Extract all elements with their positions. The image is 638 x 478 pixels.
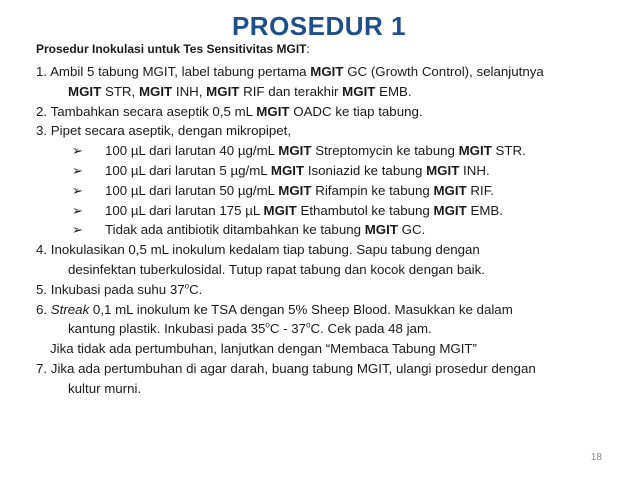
text: kantung plastik. Inkubasi pada 35 bbox=[68, 321, 266, 337]
text-bold: MGIT bbox=[138, 83, 173, 99]
superscript: o bbox=[184, 281, 190, 291]
text-bold: MGIT bbox=[426, 162, 460, 178]
page-title: PROSEDUR 1 bbox=[231, 11, 407, 41]
step-1-line-2 bbox=[36, 82, 626, 102]
text: Ambil 5 tabung MGIT, label tabung pertama bbox=[50, 64, 311, 79]
text: Jika ada pertumbuhan di agar darah, buang tabung MGIT, ulangi prosedur dengan bbox=[50, 360, 536, 376]
superscript: o bbox=[306, 320, 311, 330]
text: INH, bbox=[172, 83, 207, 99]
step-5 bbox=[36, 280, 626, 300]
arrow-bullet-icon: ➢ bbox=[72, 162, 83, 178]
superscript: o bbox=[265, 320, 270, 330]
text-bold: MGIT bbox=[263, 202, 297, 218]
text: STR. bbox=[491, 143, 526, 159]
step-number: 6. bbox=[36, 301, 48, 317]
step-number: 3. bbox=[36, 123, 48, 139]
bullet-item bbox=[36, 181, 626, 201]
subtitle-colon: : bbox=[306, 42, 310, 56]
text-bold: MGIT bbox=[458, 143, 492, 159]
subtitle bbox=[36, 42, 310, 56]
subtitle-text: Prosedur Inokulasi untuk Tes Sensitivitas MGIT bbox=[36, 42, 307, 56]
step-number: 4. bbox=[36, 242, 48, 258]
bullet-item bbox=[36, 220, 626, 240]
text: C. Cek pada 48 jam. bbox=[310, 321, 432, 337]
step-1-line-1 bbox=[36, 62, 626, 82]
note-line bbox=[36, 339, 626, 359]
text: Isoniazid ke tabung bbox=[304, 162, 427, 178]
bullet-item bbox=[36, 201, 626, 221]
text: Ethambutol ke tabung bbox=[296, 202, 434, 218]
text: EMB. bbox=[466, 202, 503, 218]
text: Inokulasikan 0,5 mL inokulum kedalam tiap tabung. Sapu tabung dengan bbox=[50, 242, 480, 258]
text: Tidak ada antibiotik ditambahkan ke tabung bbox=[105, 222, 365, 238]
text: Streptomycin ke tabung bbox=[311, 143, 459, 159]
text: desinfektan tuberkulosidal. Tutup rapat tabung dan kocok dengan baik. bbox=[68, 261, 485, 277]
step-6-line-1 bbox=[36, 300, 626, 320]
text: C - 37 bbox=[269, 321, 307, 337]
text-bold: MGIT bbox=[270, 162, 305, 178]
step-4-line-1 bbox=[36, 240, 626, 260]
step-4-line-2 bbox=[36, 260, 626, 280]
text-bold: MGIT bbox=[278, 182, 312, 198]
text: kultur murni. bbox=[68, 380, 142, 396]
bullet-item bbox=[36, 161, 626, 181]
text: OADC ke tiap tabung. bbox=[289, 103, 423, 119]
bullet-item bbox=[36, 141, 626, 161]
text: RIF. bbox=[466, 182, 495, 198]
text: GC (Growth Control), selanjutnya bbox=[343, 64, 544, 79]
text: Pipet secara aseptik, dengan mikropipet, bbox=[50, 123, 292, 139]
arrow-bullet-icon: ➢ bbox=[72, 143, 83, 159]
text-bold: MGIT bbox=[342, 83, 376, 99]
step-number: 7. bbox=[36, 360, 48, 376]
text-bold: MGIT bbox=[433, 182, 467, 198]
text-bold: MGIT bbox=[256, 103, 290, 119]
text: 100 µL dari larutan 175 µL bbox=[105, 202, 264, 218]
step-number: 5. bbox=[36, 281, 48, 297]
text-bold: MGIT bbox=[278, 143, 312, 159]
page-number: 18 bbox=[590, 452, 602, 463]
text: 100 µL dari larutan 5 µg/mL bbox=[105, 162, 271, 178]
text: EMB. bbox=[375, 83, 412, 99]
step-6-line-2 bbox=[36, 319, 626, 339]
text-italic: Streak bbox=[50, 301, 90, 317]
procedure-list bbox=[36, 62, 626, 399]
text-bold: MGIT bbox=[310, 64, 344, 79]
text: Jika tidak ada pertumbuhan, lanjutkan dengan “Membaca Tabung MGIT” bbox=[50, 341, 477, 357]
arrow-bullet-icon: ➢ bbox=[72, 202, 83, 218]
text: 0,1 mL inokulum ke TSA dengan 5% Sheep Blood. Masukkan ke dalam bbox=[89, 301, 513, 317]
step-2 bbox=[36, 102, 626, 122]
arrow-bullet-icon: ➢ bbox=[72, 182, 83, 198]
text-bold: MGIT bbox=[68, 83, 102, 99]
text-bold: MGIT bbox=[364, 222, 398, 238]
text: 100 µL dari larutan 50 µg/mL bbox=[105, 182, 279, 198]
step-7-line-2 bbox=[36, 379, 626, 399]
step-number: 1. bbox=[36, 64, 48, 79]
text: GC. bbox=[397, 222, 426, 238]
text: STR, bbox=[101, 83, 139, 99]
text: INH. bbox=[459, 162, 490, 178]
text: Rifampin ke tabung bbox=[311, 182, 434, 198]
text-bold: MGIT bbox=[206, 83, 240, 99]
text: RIF dan terakhir bbox=[239, 83, 343, 99]
text: 100 µL dari larutan 40 µg/mL bbox=[105, 143, 279, 159]
text: C. bbox=[189, 281, 203, 297]
arrow-bullet-icon: ➢ bbox=[72, 222, 83, 238]
step-7-line-1 bbox=[36, 359, 626, 379]
text-bold: MGIT bbox=[433, 202, 467, 218]
step-3 bbox=[36, 121, 626, 141]
text: Tambahkan secara aseptik 0,5 mL bbox=[50, 103, 257, 119]
text: Inkubasi pada suhu 37 bbox=[50, 281, 185, 297]
step-number: 2. bbox=[36, 103, 48, 119]
